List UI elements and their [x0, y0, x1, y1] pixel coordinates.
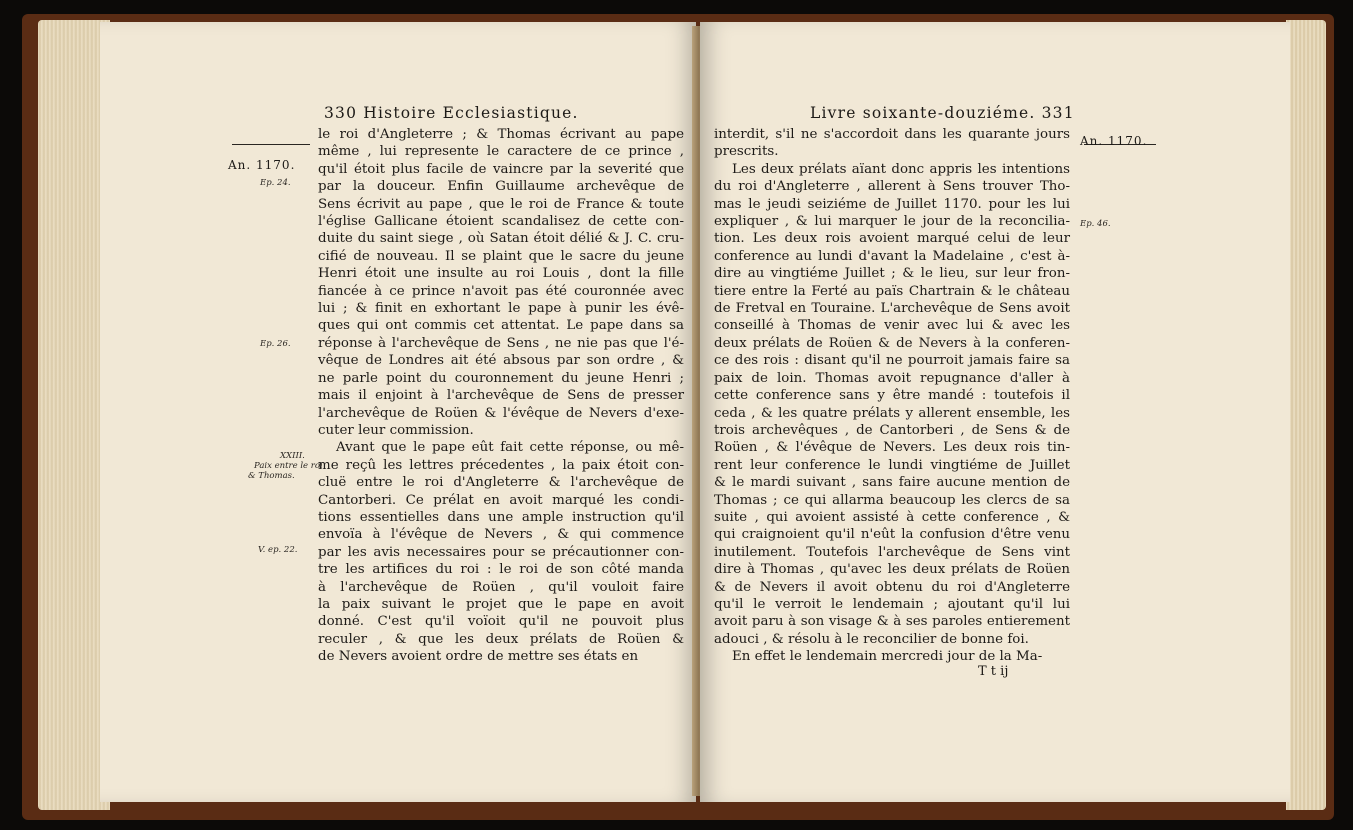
text-line: la paix suivant le projet que le pape en avoit	[318, 596, 684, 612]
text-line: même , lui represente le caractere de ce prince ,	[318, 144, 684, 160]
text-line: Les deux prélats aïant donc appris les intentions	[732, 161, 1070, 177]
text-line: cluë entre le roi d'Angleterre & l'archevêque de	[318, 475, 684, 491]
text-line: qui craignoient qu'il n'eût la confusion d'être venu	[714, 527, 1070, 543]
text-line: qu'il étoit plus facile de vaincre par la severité que	[318, 161, 684, 177]
margin-note-ep26: Ep. 26.	[260, 339, 291, 349]
margin-year-right: An. 1170.	[1080, 134, 1148, 148]
left-body-text	[318, 126, 684, 666]
margin-note-vep22: V. ep. 22.	[258, 545, 298, 555]
text-line: tion. Les deux rois avoient marqué celui de leur	[714, 231, 1070, 247]
text-line: cuter leur commission.	[318, 422, 474, 438]
text-line: adouci , & résolu à le reconcilier de bonne foi.	[714, 631, 1029, 647]
text-line: dire à Thomas , qu'avec les deux prélats de Roüen	[714, 562, 1070, 578]
text-line: envoïa à l'évêque de Nevers , & qui commence	[318, 527, 684, 543]
page-edges-right	[1286, 20, 1326, 810]
text-line: & le mardi suivant , sans faire aucune mention de	[714, 475, 1070, 491]
text-line: avoit paru à son visage & à ses paroles entierement	[714, 614, 1070, 630]
text-line: Thomas ; ce qui allarma beaucoup les clercs de sa	[714, 492, 1070, 508]
text-line: de Fretval en Touraine. L'archevêque de Sens avoit	[714, 301, 1070, 317]
text-line: de Nevers avoient ordre de mettre ses états en	[318, 649, 639, 665]
text-line: ce des rois : disant qu'il ne pourroit jamais faire sa	[714, 353, 1070, 369]
margin-note-ep46: Ep. 46.	[1080, 219, 1111, 229]
text-line: En effet le lendemain mercredi jour de la Ma-	[732, 649, 1043, 665]
text-line: vêque de Londres ait été absous par son ordre , &	[318, 353, 684, 369]
text-line: réponse à l'archevêque de Sens , ne nie pas que l'é-	[318, 335, 684, 351]
margin-year: An. 1170.	[228, 158, 296, 172]
text-line: du roi d'Angleterre , allerent à Sens trouver Tho-	[714, 179, 1070, 195]
text-line: Sens écrivit au pape , que le roi de France & toute	[318, 196, 684, 212]
margin-section-number: XXIII.	[280, 451, 305, 461]
text-line: rent leur conference le lundi vingtiéme de Juillet	[714, 457, 1070, 473]
margin-rule	[232, 144, 310, 145]
text-line: ne parle point du couronnement du jeune Henri ;	[318, 370, 684, 386]
text-line: & de Nevers il avoit obtenu du roi d'Angleterre	[714, 579, 1070, 595]
text-line: tions essentielles dans une ample instruction qu'il	[318, 509, 684, 525]
text-line: à l'archevêque de Roüen , qu'il vouloit faire	[318, 579, 684, 595]
text-line: tiere entre la Ferté au païs Chartrain & le château	[714, 283, 1070, 299]
text-line: qu'il le verroit le lendemain ; ajoutant qu'il lui	[714, 596, 1070, 612]
margin-section-title-2: & Thomas.	[248, 471, 295, 481]
left-running-header: 330 Histoire Ecclesiastique.	[324, 104, 579, 122]
text-line: me reçû les lettres précedentes , la paix étoit con-	[318, 457, 684, 473]
text-line: Henri étoit une insulte au roi Louis , dont la fille	[318, 266, 684, 282]
signature-mark: T t ij	[978, 664, 1009, 679]
right-running-header: Livre soixante-douziéme. 331	[810, 104, 1075, 122]
text-line: ques qui ont commis cet attentat. Le pape dans sa	[318, 318, 684, 334]
right-page	[700, 22, 1290, 802]
text-line: mais il enjoint à l'archevêque de Sens de presser	[318, 388, 684, 404]
text-line: prescrits.	[714, 144, 779, 160]
text-line: l'église Gallicane étoient scandalisez de cette con-	[318, 214, 684, 230]
text-line: par les avis necessaires pour se précautionner con-	[318, 544, 684, 560]
text-line: Roüen , & l'évêque de Nevers. Les deux rois tin-	[714, 440, 1070, 456]
text-line: inutilement. Toutefois l'archevêque de Sens vint	[714, 544, 1070, 560]
text-line: fiancée à ce prince n'avoit pas été couronnée avec	[318, 283, 684, 299]
text-line: reculer , & que les deux prélats de Roüen &	[318, 631, 684, 647]
text-line: par la douceur. Enfin Guillaume archevêque de	[318, 179, 684, 195]
text-line: l'archevêque de Roüen & l'évêque de Nevers d'exe-	[318, 405, 684, 421]
text-line: paix de loin. Thomas avoit repugnance d'aller à	[714, 370, 1070, 386]
left-page	[100, 22, 696, 802]
text-line: donné. C'est qu'il voïoit qu'il ne pouvoit plus	[318, 614, 684, 630]
text-line: dire au vingtiéme Juillet ; & le lieu, sur leur fron-	[714, 266, 1070, 282]
text-line: le roi d'Angleterre ; & Thomas écrivant au pape	[318, 127, 684, 142]
text-line: expliquer , & lui marquer le jour de la reconcilia-	[714, 214, 1070, 230]
text-line: lui ; & finit en exhortant le pape à punir les évê-	[318, 301, 684, 317]
margin-note-ep24: Ep. 24.	[260, 178, 291, 188]
right-body-text	[714, 126, 1070, 666]
text-line: interdit, s'il ne s'accordoit dans les quarante jours	[714, 127, 1070, 142]
text-line: conference au lundi d'avant la Madelaine , c'est à-	[714, 248, 1070, 264]
text-line: mas le jeudi seiziéme de Juillet 1170. pour les lui	[714, 196, 1070, 212]
margin-section-title-1: Paix entre le roi	[254, 461, 323, 471]
text-line: trois archevêques , de Cantorberi , de Sens & de	[714, 422, 1070, 438]
text-line: duite du saint siege , où Satan étoit délié & J. C. cru-	[318, 231, 684, 247]
text-line: Cantorberi. Ce prélat en avoit marqué les condi-	[318, 492, 684, 508]
text-line: cette conference sans y être mandé : toutefois il	[714, 388, 1070, 404]
text-line: ceda , & les quatre prélats y allerent ensemble, les	[714, 405, 1070, 421]
text-line: Avant que le pape eût fait cette réponse, ou mê-	[336, 440, 684, 456]
text-line: conseillé à Thomas de venir avec lui & avec les	[714, 318, 1070, 334]
text-line: tre les artifices du roi : le roi de son côté manda	[318, 562, 684, 578]
text-line: deux prélats de Roüen & de Nevers à la conferen-	[714, 335, 1070, 351]
text-line: suite , qui avoient assisté à cette conference , &	[714, 509, 1070, 525]
text-line: cifié de nouveau. Il se plaint que le sacre du jeune	[318, 248, 684, 264]
